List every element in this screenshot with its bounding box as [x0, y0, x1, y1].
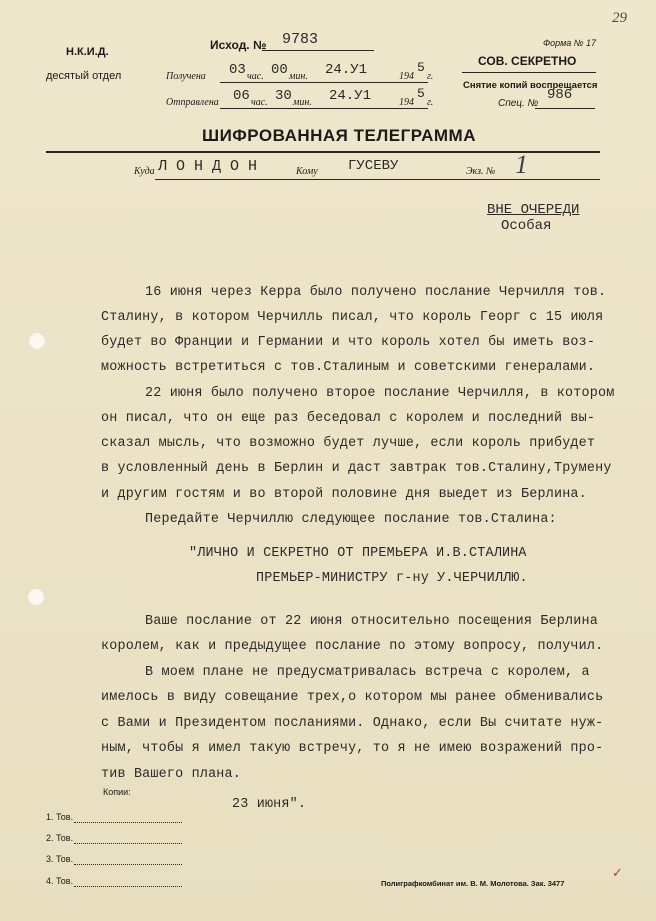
- body-line: и другим гостям и во второй половине дня выедет из Берлина.: [101, 487, 587, 502]
- sent-hours: 06: [233, 88, 250, 104]
- spec-underline: [535, 108, 595, 109]
- sent-min-label: мин.: [293, 97, 312, 108]
- secrecy-underline: [462, 72, 596, 73]
- sent-underline: [220, 108, 428, 109]
- to-where-label: Куда: [134, 166, 155, 177]
- punch-hole-top: [28, 332, 46, 350]
- copy-recipient: 3. Тов.: [46, 854, 74, 864]
- to-where: ЛОНДОН: [158, 158, 267, 175]
- outgoing-underline: [262, 50, 374, 51]
- received-label: Получена: [166, 71, 206, 82]
- copy-rule: [74, 843, 182, 844]
- body-line: он писал, что он еще раз беседовал с королем и последний вы-: [101, 411, 596, 426]
- body-line: в условленный день в Берлин и даст завтрак тов.Сталину,Трумену: [101, 461, 612, 476]
- sent-date: 24.У1: [329, 88, 372, 104]
- body-line: 22 июня было получено второе послание Черчилля, в котором: [145, 386, 615, 401]
- received-hours: 03: [229, 62, 246, 78]
- to-whom: ГУСЕВУ: [348, 158, 399, 174]
- body-line: имелось в виду совещание трех,о котором мы ранее обменивались: [101, 690, 604, 705]
- received-date: 24.У1: [325, 62, 368, 78]
- received-year-label: г.: [427, 71, 434, 82]
- body-line: тив Вашего плана.: [101, 767, 242, 782]
- copy-rule: [74, 864, 182, 865]
- copy-number: 1: [515, 150, 528, 179]
- sent-year-digit: 5: [417, 86, 425, 101]
- outgoing-label: Исход. №: [210, 38, 267, 52]
- received-underline: [220, 82, 428, 83]
- received-year-prefix: 194: [399, 71, 414, 82]
- copy-recipient: 1. Тов.: [46, 812, 74, 822]
- body-line: ПРЕМЬЕР-МИНИСТРУ г-ну У.ЧЕРЧИЛЛЮ.: [256, 571, 528, 586]
- copy-ban: Снятие копий воспрещается: [463, 80, 598, 91]
- page-number: 29: [612, 10, 627, 26]
- sent-year-prefix: 194: [399, 97, 414, 108]
- sent-year-label: г.: [427, 97, 434, 108]
- body-line: ным, чтобы я имел такую встречу, то я не имею возражений про-: [101, 741, 604, 756]
- body-line: Сталину, в котором Черчилль писал, что король Георг с 15 июля: [101, 310, 604, 325]
- received-hour-label: час.: [247, 71, 264, 82]
- copy-recipient: 2. Тов.: [46, 833, 74, 843]
- sent-hour-label: час.: [251, 97, 268, 108]
- addressee-underline: [155, 179, 600, 180]
- copy-rule: [74, 886, 182, 887]
- org-name: Н.К.И.Д.: [66, 46, 109, 58]
- body-line: можность встретиться с тов.Сталиным и советскими генералами.: [101, 360, 596, 375]
- special-mark: Особая: [501, 218, 552, 234]
- body-line: будет во Франции и Германии и что король хотел бы иметь воз-: [101, 335, 596, 350]
- signature-date: 23 июня".: [232, 797, 307, 812]
- received-minutes: 00: [271, 62, 288, 78]
- body-line: королем, как и предыдущее послание по этому вопросу, получил.: [101, 639, 604, 654]
- check-mark-icon: ✓: [612, 865, 623, 880]
- received-year-digit: 5: [417, 60, 425, 75]
- spec-number: 986: [547, 87, 573, 103]
- body-line: Передайте Черчиллю следующее послание тов.Сталина:: [145, 512, 557, 527]
- sent-label: Отправлена: [166, 97, 219, 108]
- sent-minutes: 30: [275, 88, 292, 104]
- body-line: 16 июня через Керра было получено послание Черчилля тов.: [145, 285, 607, 300]
- body-line: сказал мысль, что возможно будет лучше, если король прибудет: [101, 436, 596, 451]
- outgoing-number: 9783: [282, 31, 319, 48]
- document-title: ШИФРОВАННАЯ ТЕЛЕГРАММА: [202, 126, 476, 145]
- punch-hole-bottom: [27, 588, 45, 606]
- received-min-label: мин.: [289, 71, 308, 82]
- body-line: В моем плане не предусматривалась встреча с королем, а: [145, 665, 590, 680]
- copies-label: Копии:: [103, 787, 131, 797]
- copy-rule: [74, 822, 182, 823]
- secrecy-mark: СОВ. СЕКРЕТНО: [478, 54, 577, 68]
- department: десятый отдел: [46, 70, 122, 82]
- copy-label: Экз. №: [466, 166, 496, 177]
- body-line: "ЛИЧНО И СЕКРЕТНО ОТ ПРЕМЬЕРА И.В.СТАЛИНА: [189, 546, 527, 561]
- form-number: Форма № 17: [543, 38, 596, 48]
- urgency-mark: ВНЕ ОЧЕРЕДИ: [487, 202, 580, 218]
- body-line: Ваше послание от 22 июня относительно посещения Берлина: [145, 614, 598, 629]
- printer-imprint: Полиграфкомбинат им. В. М. Молотова. Зак. 3477: [381, 879, 565, 888]
- spec-label: Спец. №: [498, 98, 539, 109]
- to-whom-label: Кому: [296, 166, 318, 177]
- copy-recipient: 4. Тов.: [46, 876, 74, 886]
- body-line: с Вами и Президентом посланиями. Однако, если Вы считате нуж-: [101, 716, 604, 731]
